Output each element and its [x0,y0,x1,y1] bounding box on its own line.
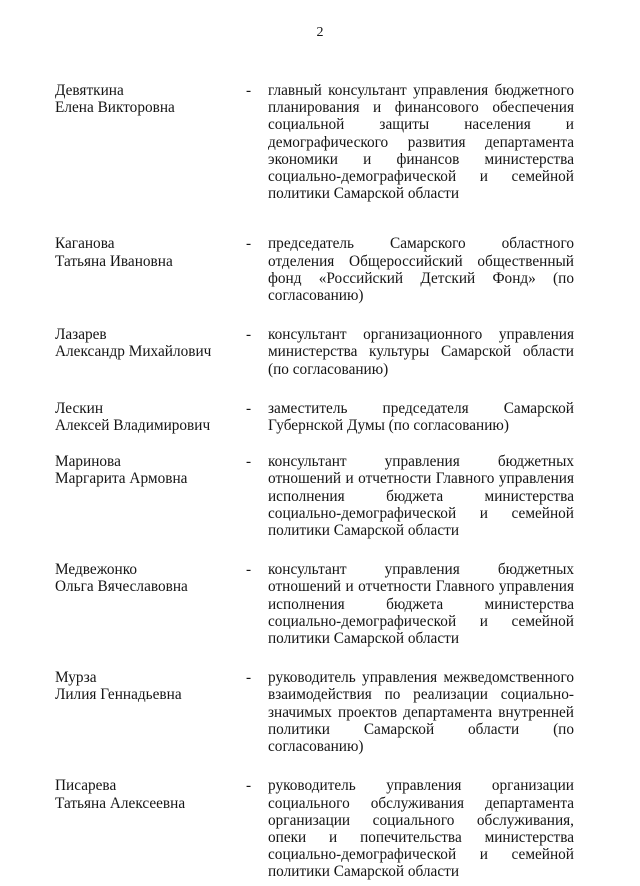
separator-dash: - [246,235,252,253]
separator-dash: - [246,326,252,344]
member-name [55,400,245,434]
member-position: заместитель председателя Самарской Губернской Думы (по согласованию) [268,399,574,435]
member-position: руководитель управления организации социального обслуживания департамента организации социального обслуживания, опеки и попечительства министерства социально-демографической и семейной политики Самарской области [268,777,574,881]
member-surname: Девяткина [55,82,124,99]
member-name [55,453,245,487]
member-entry [0,326,640,378]
member-given-names: Маргарита Армовна [55,470,188,488]
member-surname: Лескин [55,399,104,417]
member-entry [0,669,640,755]
member-position: главный консультант управления бюджетного планирования и финансового обеспечения социальной защиты населения и демографического развития департамента экономики и финансов министерства социально-демографической и семейной политики Самарской области [268,82,574,203]
member-given-names: Татьяна Ивановна [55,252,173,270]
page-number: 2 [316,25,324,40]
member-surname: Лазарев [55,326,107,344]
member-position: консультант управления бюджетных отношений и отчетности Главного управления исполнения бюджета министерства социально-демографической и семейной политики Самарской области [268,453,574,540]
member-entry [0,235,640,304]
member-position: председатель Самарского областного отделения Общероссийский общественный фонд «Российский Детский Фонд» (по согласованию) [268,235,574,305]
member-surname: Каганова [55,235,115,253]
separator-dash: - [246,399,252,417]
separator-dash: - [246,669,252,687]
member-given-names: Елена Викторовна [55,99,175,117]
member-entry [0,777,640,880]
member-name [55,82,245,116]
separator-dash: - [246,453,252,471]
member-given-names: Ольга Вячеславовна [55,578,188,596]
member-position: руководитель управления межведомственного взаимодействия по реализации социально-значимых проектов департамента внутренней политики Самарской области (по согласованию) [268,669,574,756]
member-given-names: Алексей Владимирович [55,417,211,435]
member-surname: Мурза [55,669,97,687]
member-name [55,235,245,269]
member-name [55,669,245,703]
member-entry [0,453,640,539]
separator-dash: - [246,82,252,99]
member-given-names: Александр Михайлович [55,343,212,361]
member-surname: Маринова [55,453,121,471]
member-given-names: Лилия Геннадьевна [55,686,182,704]
member-entry [0,400,640,434]
member-entry [0,561,640,647]
member-name [55,326,245,360]
member-list [0,82,640,881]
member-surname: Медвежонко [55,561,138,579]
separator-dash: - [246,777,252,795]
member-entry [0,82,640,202]
member-position: консультант организационного управления министерства культуры Самарской области (по согласованию) [268,326,574,378]
member-name [55,561,245,595]
member-given-names: Татьяна Алексеевна [55,794,186,812]
separator-dash: - [246,561,252,579]
member-surname: Писарева [55,777,117,795]
member-name [55,777,245,811]
member-position: консультант управления бюджетных отношений и отчетности Главного управления исполнения бюджета министерства социально-демографической и семейной политики Самарской области [268,561,574,648]
